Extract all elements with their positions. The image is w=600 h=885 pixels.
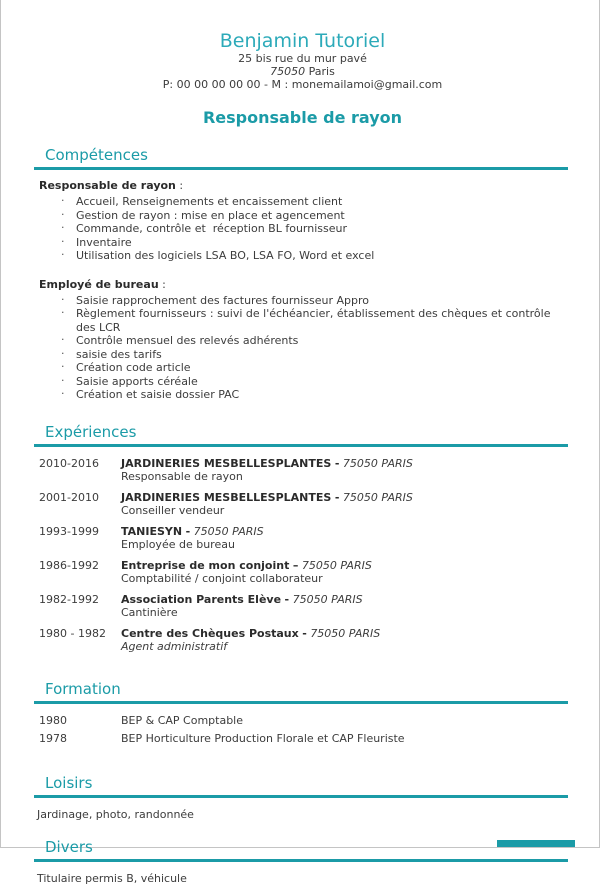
section-rule — [34, 859, 568, 862]
job-title: Responsable de rayon — [202, 108, 403, 127]
experience-separator: - — [185, 524, 191, 538]
address-line: 25 bis rue du mur pavé — [238, 52, 367, 65]
skill-item-text: Commande, contrôle et réception BL fournisseur — [76, 222, 348, 235]
experience-role: Employée de bureau — [121, 537, 235, 551]
city: Paris — [308, 65, 335, 78]
experience-location: 75050 PARIS — [310, 626, 381, 640]
experience-entry — [39, 593, 566, 619]
section-title-experiences: Expériences — [45, 422, 137, 441]
experience-list — [39, 457, 566, 653]
skill-item-text: Création code article — [76, 361, 191, 374]
section-title-competences: Compétences — [45, 146, 148, 164]
experience-headline — [121, 457, 566, 470]
experience-entry — [39, 491, 566, 517]
experience-role: Comptabilité / conjoint collaborateur — [121, 571, 323, 585]
bullet-icon: · — [61, 207, 65, 221]
experience-entry — [39, 627, 566, 653]
skill-item — [39, 375, 566, 389]
experience-separator: – — [292, 558, 299, 572]
skill-group-heading-text: Employé de bureau — [39, 277, 159, 291]
experience-dates: 1980 - 1982 — [39, 626, 106, 640]
experience-dates: 2010-2016 — [39, 456, 99, 470]
skill-item-text: Saisie apports céréale — [76, 374, 198, 388]
skill-item — [39, 334, 566, 348]
skill-group-heading-text: Responsable de rayon — [39, 179, 176, 192]
experience-headline — [121, 593, 566, 606]
bullet-icon: · — [61, 387, 65, 400]
skill-item-text: saisie des tarifs — [76, 347, 162, 361]
section-rule — [34, 167, 568, 170]
bullet-icon: · — [61, 292, 65, 306]
skill-group-heading — [39, 179, 566, 193]
skill-item — [39, 222, 566, 236]
section-experiences — [39, 423, 566, 653]
bullet-icon: · — [61, 306, 65, 319]
experience-details — [121, 525, 566, 551]
postal-code: 75050 — [270, 65, 306, 78]
cv-header — [39, 30, 566, 91]
experience-company: Entreprise de mon conjoint — [121, 558, 290, 572]
skill-list — [39, 195, 566, 263]
experience-role: Cantinière — [121, 605, 178, 619]
experience-company: Association Parents Elève — [121, 592, 282, 606]
loisirs-text: Jardinage, photo, randonnée — [37, 807, 194, 821]
experience-separator: - — [284, 592, 290, 606]
experience-role: Responsable de rayon — [121, 469, 243, 483]
skill-item — [39, 209, 566, 223]
skill-item-text: Contrôle mensuel des relevés adhérents — [76, 334, 299, 347]
skill-list — [39, 294, 566, 402]
skill-item-text: Accueil, Renseignements et encaissement client — [76, 195, 343, 208]
experience-company: TANIESYN — [121, 524, 183, 538]
experience-location: 75050 PARIS — [292, 592, 363, 606]
footer-accent-bar — [497, 840, 575, 847]
city-line — [39, 65, 566, 78]
bullet-icon: · — [61, 360, 65, 373]
experience-details — [121, 593, 566, 619]
bullet-icon: · — [61, 248, 65, 261]
skill-item — [39, 361, 566, 375]
experience-headline — [121, 525, 566, 538]
experience-details — [121, 627, 566, 653]
formation-list — [39, 714, 566, 745]
formation-dates: 1978 — [39, 731, 67, 745]
experience-dates: 1982-1992 — [39, 592, 99, 606]
skill-item-text: Saisie rapprochement des factures fournisseur Appro — [76, 293, 369, 307]
experience-headline — [121, 559, 566, 572]
skill-item — [39, 348, 566, 362]
skill-group-bureau — [39, 278, 566, 402]
contact-line: P: 00 00 00 00 00 - M : monemailamoi@gmail.com — [162, 78, 443, 91]
formation-label: BEP Horticulture Production Florale et CAP Fleuriste — [121, 731, 405, 745]
experience-details — [121, 457, 566, 483]
colon-suffix: : — [158, 277, 166, 291]
experience-role: Agent administratif — [121, 639, 228, 653]
experience-company: JARDINERIES MESBELLESPLANTES — [121, 456, 332, 470]
formation-entry — [39, 714, 566, 727]
experience-entry — [39, 457, 566, 483]
experience-headline — [121, 627, 566, 640]
experience-location: 75050 PARIS — [342, 490, 413, 504]
skill-item-text: Utilisation des logiciels LSA BO, LSA FO, Word et excel — [76, 249, 375, 262]
skill-item — [39, 195, 566, 209]
section-formation — [39, 680, 566, 745]
experience-dates: 2001-2010 — [39, 490, 99, 504]
experience-entry — [39, 525, 566, 551]
experience-location: 75050 PARIS — [301, 558, 372, 572]
experience-details — [121, 491, 566, 517]
section-divers — [39, 838, 566, 885]
experience-role: Conseiller vendeur — [121, 503, 225, 517]
colon-suffix: : — [175, 179, 184, 192]
experience-headline — [121, 491, 566, 504]
experience-company: Centre des Chèques Postaux — [121, 626, 299, 640]
skill-item — [39, 307, 566, 334]
section-rule — [34, 701, 568, 704]
experience-dates: 1993-1999 — [39, 524, 99, 538]
formation-entry — [39, 732, 566, 745]
bullet-icon: · — [61, 373, 65, 387]
experience-separator: - — [302, 626, 307, 640]
bullet-icon: · — [61, 221, 65, 234]
skill-item — [39, 249, 566, 263]
experience-entry — [39, 559, 566, 585]
bullet-icon: · — [61, 234, 65, 248]
skill-group-heading — [39, 278, 566, 292]
bullet-icon: · — [61, 194, 65, 207]
experience-location: 75050 PARIS — [342, 456, 413, 470]
section-title-loisirs: Loisirs — [45, 773, 93, 792]
skill-item-text: Création et saisie dossier PAC — [76, 388, 240, 401]
section-title-divers: Divers — [45, 837, 93, 856]
experience-separator: - — [334, 490, 340, 504]
skill-item — [39, 294, 566, 308]
divers-text: Titulaire permis B, véhicule — [37, 871, 187, 885]
section-rule — [34, 444, 568, 447]
experience-dates: 1986-1992 — [39, 558, 99, 572]
section-title-formation: Formation — [45, 679, 121, 698]
formation-dates: 1980 — [39, 713, 67, 727]
experience-details — [121, 559, 566, 585]
experience-location: 75050 PARIS — [193, 524, 264, 538]
bullet-icon: · — [61, 346, 65, 360]
skill-item — [39, 236, 566, 250]
formation-label: BEP & CAP Comptable — [121, 713, 244, 727]
skill-item-text: Règlement fournisseurs : suivi de l'échéancier, établissement des chèques et contrôle des LCR — [76, 307, 554, 334]
experience-company: JARDINERIES MESBELLESPLANTES — [121, 490, 332, 504]
skill-item-text: Gestion de rayon : mise en place et agencement — [76, 208, 345, 222]
section-competences — [39, 146, 566, 402]
skill-item — [39, 388, 566, 402]
candidate-name: Benjamin Tutoriel — [219, 30, 386, 52]
skill-group-responsable — [39, 179, 566, 263]
skill-item-text: Inventaire — [76, 235, 132, 249]
section-rule — [34, 795, 568, 798]
section-loisirs — [39, 774, 566, 821]
bullet-icon: · — [61, 333, 65, 346]
experience-separator: - — [334, 456, 340, 470]
